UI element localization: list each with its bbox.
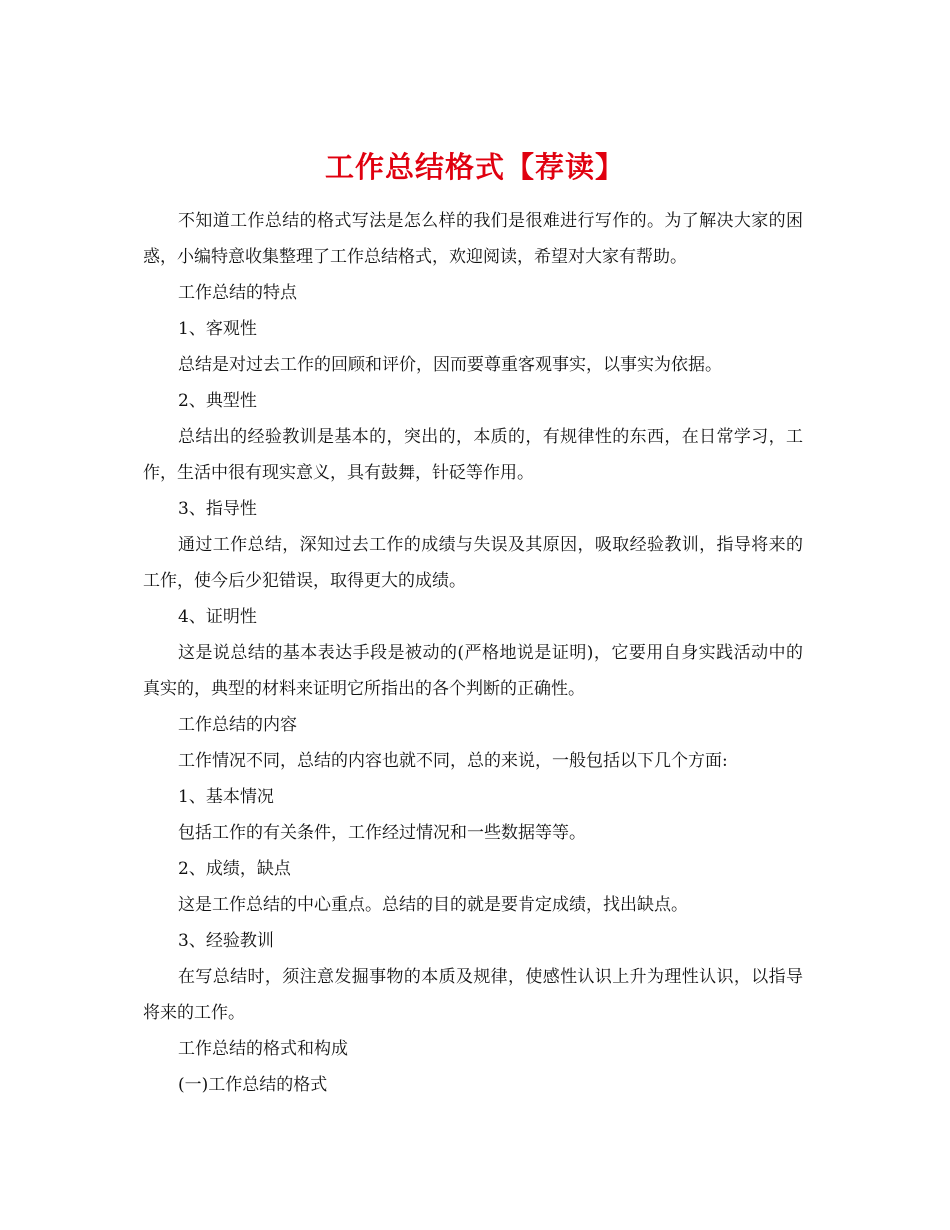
document-body bbox=[143, 203, 803, 1103]
paragraph: 工作总结的特点 bbox=[178, 283, 297, 303]
paragraph: 2、成绩，缺点 bbox=[178, 859, 291, 879]
paragraph: 工作总结的内容 bbox=[178, 715, 297, 735]
paragraph: 3、经验教训 bbox=[178, 931, 274, 951]
paragraph: 总结是对过去工作的回顾和评价，因而要尊重客观事实，以事实为依据。 bbox=[178, 355, 722, 375]
paragraph: 通过工作总结，深知过去工作的成绩与失误及其原因，吸取经验教训，指导将来的工作，使今后少犯错误，取得更大的成绩。 bbox=[143, 535, 803, 591]
paragraph: 工作总结的格式和构成 bbox=[178, 1039, 348, 1059]
paragraph: 1、基本情况 bbox=[178, 787, 274, 807]
paragraph: 包括工作的有关条件，工作经过情况和一些数据等等。 bbox=[178, 823, 586, 843]
paragraph: 这是说总结的基本表达手段是被动的(严格地说是证明)，它要用自身实践活动中的真实的，典型的材料来证明它所指出的各个判断的正确性。 bbox=[143, 643, 803, 699]
paragraph: 1、客观性 bbox=[178, 319, 257, 339]
paragraph: 总结出的经验教训是基本的，突出的，本质的，有规律性的东西，在日常学习，工作，生活中很有现实意义，具有鼓舞，针砭等作用。 bbox=[143, 427, 803, 483]
paragraph: 4、证明性 bbox=[178, 607, 257, 627]
paragraph: (一)工作总结的格式 bbox=[178, 1075, 328, 1095]
paragraph: 3、指导性 bbox=[178, 499, 257, 519]
paragraph: 在写总结时，须注意发掘事物的本质及规律，使感性认识上升为理性认识，以指导将来的工作。 bbox=[143, 967, 803, 1023]
paragraph: 工作情况不同，总结的内容也就不同，总的来说，一般包括以下几个方面: bbox=[178, 751, 728, 771]
paragraph: 这是工作总结的中心重点。总结的目的就是要肯定成绩，找出缺点。 bbox=[178, 895, 688, 915]
paragraph: 2、典型性 bbox=[178, 391, 257, 411]
paragraph: 不知道工作总结的格式写法是怎么样的我们是很难进行写作的。为了解决大家的困惑，小编特意收集整理了工作总结格式，欢迎阅读，希望对大家有帮助。 bbox=[143, 211, 803, 267]
document-title: 工作总结格式【荐读】 bbox=[324, 150, 625, 185]
